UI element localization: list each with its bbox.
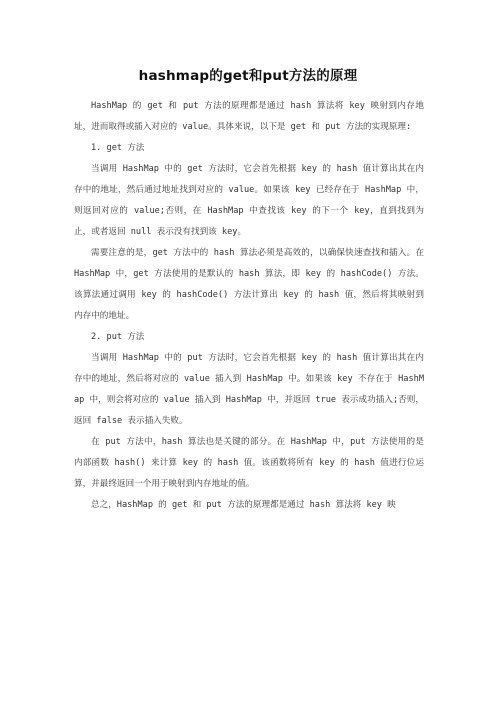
document-title: hashmap的get和put方法的原理 xyxy=(138,68,358,84)
paragraph-put-hash: 在 put 方法中，hash 算法也是关键的部分。在 HashMap 中，put 方法使用的是内部函数 hash() 来计算 key 的 hash 值。该函数将所有 key 的 hash 值进行位运算，并最终返回一个用于映射到内存地址的值。 xyxy=(74,437,424,489)
paragraph-get-note: 需要注意的是，get 方法中的 hash 算法必须是高效的，以确保快速查找和插入。在 HashMap 中，get 方法使用的是默认的 hash 算法，即 key 的 hashCode() 方法。该算法通过调用 key 的 hashCode() 方法计算出 key 的 hash 值，然后将其映射到内存中的地址。 xyxy=(74,248,424,321)
section-heading-put: 2. put 方法 xyxy=(91,332,145,342)
paragraph-put-description: 当调用 HashMap 中的 put 方法时，它会首先根据 key 的 hash 值计算出其在内存中的地址，然后将对应的 value 插入到 HashMap 中。如果该 key 不存在于 HashMap 中，则会将对应的 value 插入到 HashMap 中，并返回 true 表示成功插入;否则，返回 false 表示插入失败。 xyxy=(74,353,424,426)
document-body xyxy=(74,96,424,516)
paragraph-get-description: 当调用 HashMap 中的 get 方法时，它会首先根据 key 的 hash 值计算出其在内存中的地址，然后通过地址找到对应的 value。如果该 key 已经存在于 HashMap 中，则返回对应的 value;否则，在 HashMap 中查找该 key 的下一个 key，直到找到为止，或者返回 null 表示没有找到该 key。 xyxy=(74,164,424,237)
section-heading-get: 1. get 方法 xyxy=(91,143,145,153)
paragraph-summary: 总之，HashMap 的 get 和 put 方法的原理都是通过 hash 算法将 key 映 xyxy=(91,500,396,510)
paragraph-intro: HashMap 的 get 和 put 方法的原理都是通过 hash 算法将 key 映射到内存地址，进而取得或插入对应的 value。具体来说，以下是 get 和 put 方法的实现原理: xyxy=(74,101,424,132)
